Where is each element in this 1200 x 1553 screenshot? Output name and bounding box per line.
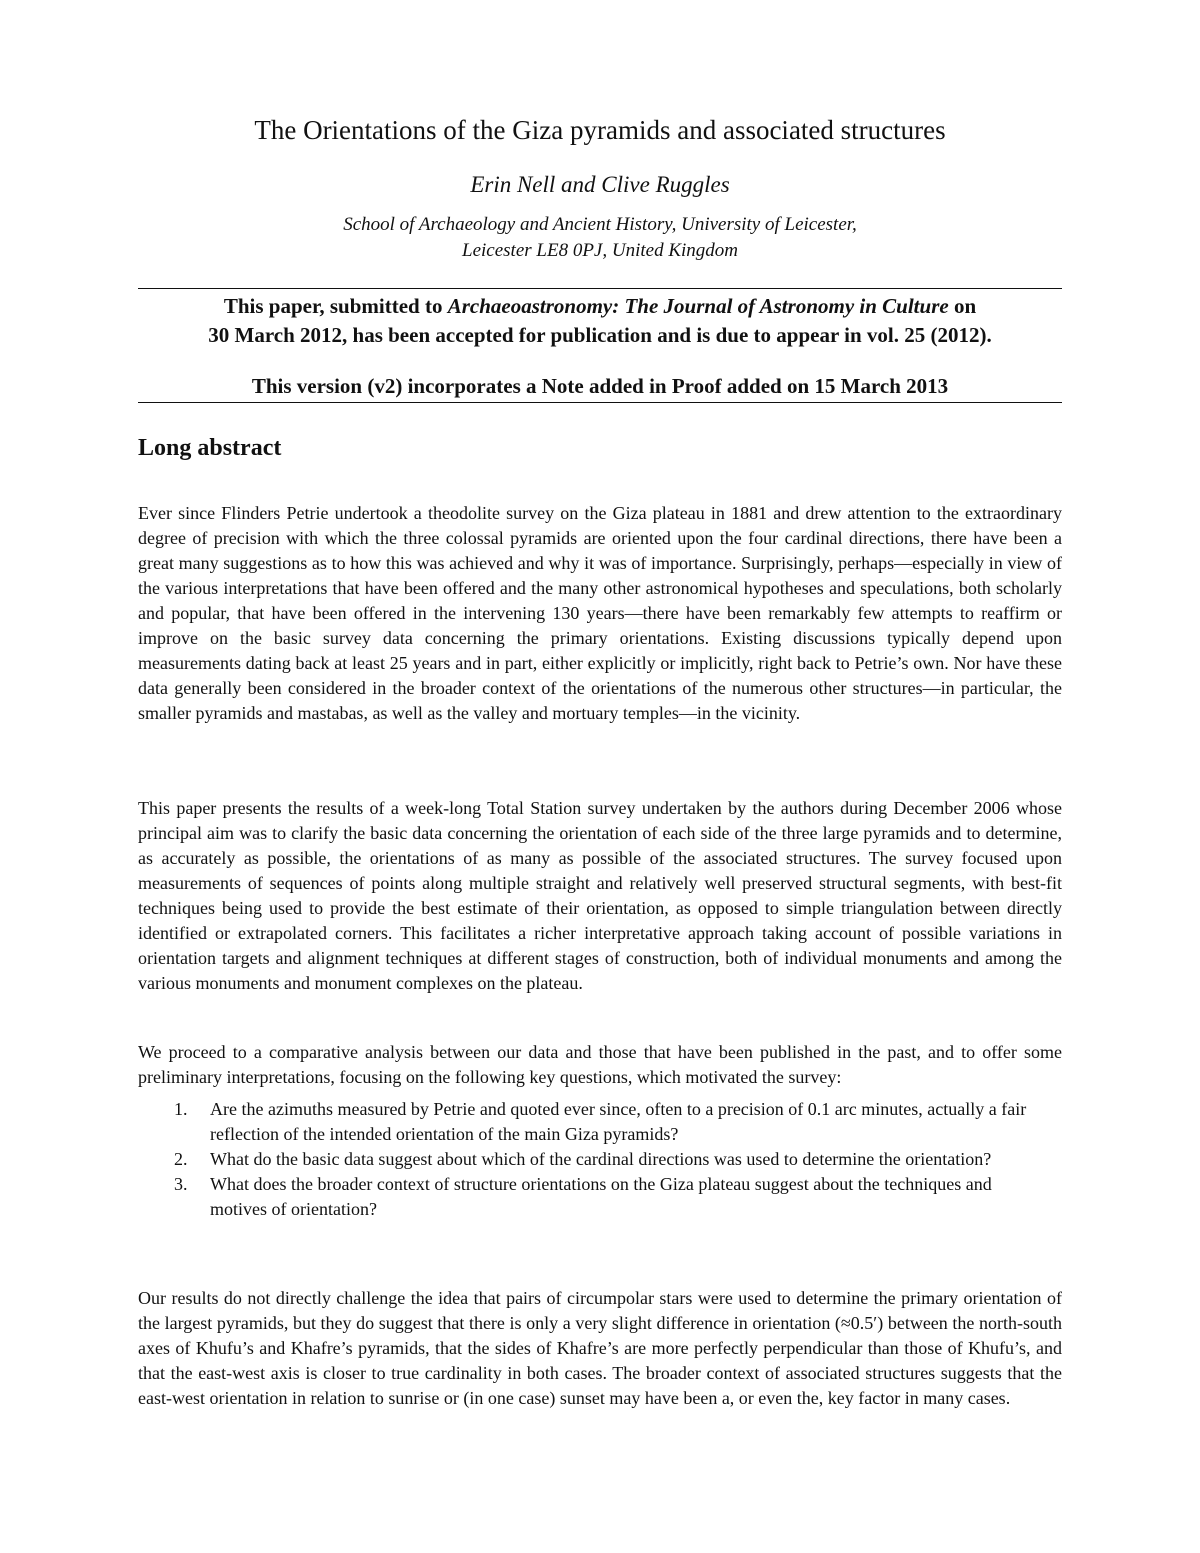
- notice-suffix: on: [948, 294, 977, 318]
- question-item: [138, 1172, 1030, 1222]
- affiliation-line-2: Leicester LE8 0PJ, United Kingdom: [462, 240, 738, 261]
- publication-notice-line-1: [138, 291, 1062, 321]
- notice-top-rule: [138, 288, 1062, 289]
- abstract-paragraph-3: We proceed to a comparative analysis between our data and those that have been published in the past, and to offer some preliminary interpretations, focusing on the following key questions, which motivated the survey:: [138, 1042, 1062, 1087]
- section-heading: Long abstract: [138, 435, 282, 461]
- key-questions-list: [138, 1097, 1062, 1222]
- journal-name: Archaeoastronomy: The Journal of Astronomy in Culture: [447, 294, 949, 318]
- question-number: 2.: [174, 1149, 188, 1169]
- affiliation-line-1: School of Archaeology and Ancient History, University of Leicester,: [343, 214, 857, 235]
- abstract-paragraph-2: This paper presents the results of a week-long Total Station survey undertaken by the authors during December 2006 whose principal aim was to clarify the basic data concerning the orientation of each side of the three large pyramids and to determine, as accurately as possible, the orientations of as many as possible of the associated structures. The survey focused upon measurements of sequences of points along multiple straight and relatively well preserved structural segments, with best-fit techniques being used to provide the best estimate of their orientation, as opposed to simple triangulation between directly identified or extrapolated corners. This facilitates a richer interpretative approach taking account of possible variations in orientation targets and alignment techniques at different stages of construction, both of individual monuments and among the various monuments and monument complexes on the plateau.: [138, 798, 1062, 993]
- question-number: 3.: [174, 1174, 188, 1194]
- publication-notice-line-2: 30 March 2012, has been accepted for publication and is due to appear in vol. 25 (2012).: [208, 323, 992, 347]
- notice-bottom-rule: [138, 402, 1062, 403]
- abstract-paragraph-1: Ever since Flinders Petrie undertook a theodolite survey on the Giza plateau in 1881 and drew attention to the extraordinary degree of precision with which the three colossal pyramids are oriented upon the four cardinal directions, there have been a great many suggestions as to how this was achieved and why it was of importance. Surprisingly, perhaps—especially in view of the various interpretations that have been offered and the many other astronomical hypotheses and speculations, both scholarly and popular, that have been offered in the intervening 130 years—there have been remarkably few attempts to reaffirm or improve on the basic survey data concerning the primary orientations. Existing discussions typically depend upon measurements dating back at least 25 years and in part, either explicitly or implicitly, right back to Petrie’s own. Nor have these data generally been considered in the broader context of the orientations of the numerous other structures—in particular, the smaller pyramids and mastabas, as well as the valley and mortuary temples—in the vicinity.: [138, 503, 1062, 723]
- question-text: What does the broader context of structure orientations on the Giza plateau suggest about the techniques and motives of orientation?: [210, 1174, 992, 1219]
- notice-prefix: This paper, submitted to: [223, 294, 448, 318]
- version-notice: This version (v2) incorporates a Note added in Proof added on 15 March 2013: [251, 374, 949, 398]
- question-text: What do the basic data suggest about which of the cardinal directions was used to determine the orientation?: [210, 1149, 992, 1169]
- question-item: [138, 1097, 1030, 1147]
- question-text: Are the azimuths measured by Petrie and quoted ever since, often to a precision of 0.1 arc minutes, actually a fair reflection of the intended orientation of the main Giza pyramids?: [210, 1099, 1027, 1144]
- paper-title: The Orientations of the Giza pyramids and associated structures: [254, 115, 946, 145]
- question-item: [138, 1147, 1030, 1172]
- abstract-paragraph-4: Our results do not directly challenge the idea that pairs of circumpolar stars were used to determine the primary orientation of the largest pyramids, but they do suggest that there is only a very slight difference in orientation (≈0.5′) between the north-south axes of Khufu’s and Khafre’s pyramids, that the sides of Khafre’s are more perfectly perpendicular than those of Khufu’s, and that the east-west axis is closer to true cardinality in both cases. The broader context of associated structures suggests that the east-west orientation in relation to sunrise or (in one case) sunset may have been a, or even the, key factor in many cases.: [138, 1288, 1062, 1408]
- question-number: 1.: [174, 1099, 188, 1119]
- author-list: Erin Nell and Clive Ruggles: [470, 172, 730, 197]
